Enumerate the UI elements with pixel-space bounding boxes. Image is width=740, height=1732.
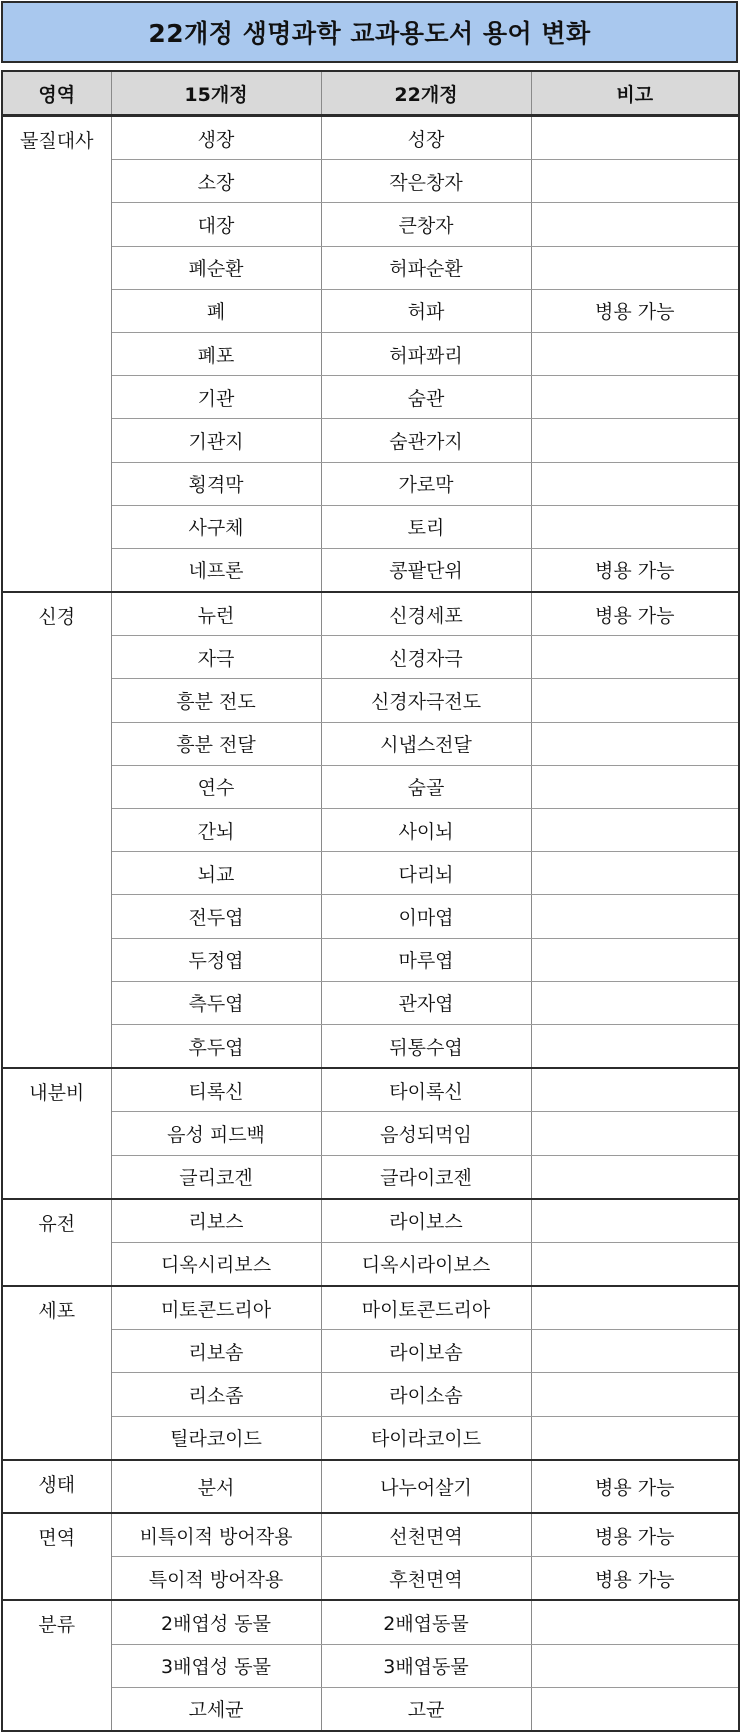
header-note: 비고 [531,71,739,116]
old-term-cell: 폐순환 [111,246,321,289]
new-term-cell: 다리뇌 [321,852,531,895]
old-term-cell: 소장 [111,160,321,203]
table-row [2,636,739,679]
note-cell [531,462,739,505]
table-row [2,679,739,722]
note-cell [531,722,739,765]
table-row [2,116,739,160]
note-cell: 병용 가능 [531,1513,739,1557]
new-term-cell: 선천면역 [321,1513,531,1557]
new-term-cell: 마루엽 [321,938,531,981]
note-cell [531,376,739,419]
terms-body [2,116,739,1731]
table-row [2,1068,739,1112]
old-term-cell: 측두엽 [111,981,321,1024]
note-cell [531,852,739,895]
note-cell [531,1155,739,1199]
table-row [2,1330,739,1373]
area-cell: 신경 [2,592,111,1068]
note-cell [531,1199,739,1243]
new-term-cell: 관자엽 [321,981,531,1024]
table-row [2,1112,739,1155]
old-term-cell: 글리코겐 [111,1155,321,1199]
old-term-cell: 흥분 전달 [111,722,321,765]
table-row [2,160,739,203]
table-row [2,1600,739,1644]
old-term-cell: 자극 [111,636,321,679]
note-cell [531,1330,739,1373]
new-term-cell: 가로막 [321,462,531,505]
header-row [2,71,739,116]
area-cell: 면역 [2,1513,111,1600]
old-term-cell: 고세균 [111,1687,321,1731]
note-cell: 병용 가능 [531,289,739,332]
new-term-cell: 작은창자 [321,160,531,203]
old-term-cell: 폐 [111,289,321,332]
old-term-cell: 간뇌 [111,809,321,852]
old-term-cell: 생장 [111,116,321,160]
header-new-term: 22개정 [321,71,531,116]
note-cell [531,203,739,246]
table-row [2,462,739,505]
new-term-cell: 2배엽동물 [321,1600,531,1644]
new-term-cell: 성장 [321,116,531,160]
new-term-cell: 디옥시라이보스 [321,1242,531,1286]
note-cell [531,1644,739,1687]
table-row [2,981,739,1024]
new-term-cell: 타이라코이드 [321,1416,531,1460]
note-cell [531,1242,739,1286]
note-cell [531,246,739,289]
terms-table [1,70,740,1732]
table-row [2,1557,739,1601]
new-term-cell: 신경자극 [321,636,531,679]
new-term-cell: 3배엽동물 [321,1644,531,1687]
new-term-cell: 신경세포 [321,592,531,636]
table-row [2,1644,739,1687]
new-term-cell: 사이뇌 [321,809,531,852]
new-term-cell: 라이보솜 [321,1330,531,1373]
note-cell: 병용 가능 [531,592,739,636]
old-term-cell: 뇌교 [111,852,321,895]
note-cell [531,938,739,981]
old-term-cell: 후두엽 [111,1024,321,1068]
note-cell: 병용 가능 [531,1557,739,1601]
old-term-cell: 네프론 [111,548,321,592]
new-term-cell: 큰창자 [321,203,531,246]
old-term-cell: 티록신 [111,1068,321,1112]
note-cell [531,895,739,938]
old-term-cell: 전두엽 [111,895,321,938]
old-term-cell: 비특이적 방어작용 [111,1513,321,1557]
new-term-cell: 이마엽 [321,895,531,938]
new-term-cell: 숨관가지 [321,419,531,462]
note-cell [531,679,739,722]
table-row [2,809,739,852]
header-old-term: 15개정 [111,71,321,116]
note-cell [531,1600,739,1644]
note-cell [531,419,739,462]
note-cell [531,505,739,548]
old-term-cell: 3배엽성 동물 [111,1644,321,1687]
note-cell [531,1286,739,1330]
new-term-cell: 후천면역 [321,1557,531,1601]
old-term-cell: 흥분 전도 [111,679,321,722]
header-area: 영역 [2,71,111,116]
note-cell [531,1024,739,1068]
table-row [2,1460,739,1513]
table-row [2,548,739,592]
new-term-cell: 라이보스 [321,1199,531,1243]
table-row [2,505,739,548]
new-term-cell: 숨관 [321,376,531,419]
note-cell [531,1068,739,1112]
note-cell [531,1687,739,1731]
new-term-cell: 허파꽈리 [321,332,531,375]
table-row [2,852,739,895]
old-term-cell: 음성 피드백 [111,1112,321,1155]
old-term-cell: 디옥시리보스 [111,1242,321,1286]
old-term-cell: 기관지 [111,419,321,462]
old-term-cell: 뉴런 [111,592,321,636]
table-row [2,332,739,375]
note-cell [531,809,739,852]
table-row [2,1286,739,1330]
table-row [2,938,739,981]
old-term-cell: 기관 [111,376,321,419]
new-term-cell: 콩팥단위 [321,548,531,592]
old-term-cell: 틸라코이드 [111,1416,321,1460]
area-cell: 내분비 [2,1068,111,1199]
table-row [2,1199,739,1243]
note-cell [531,116,739,160]
note-cell [531,160,739,203]
new-term-cell: 숨골 [321,765,531,808]
table-row [2,722,739,765]
table-row [2,203,739,246]
page-title: 22개정 생명과학 교과용도서 용어 변화 [1,1,738,63]
table-row [2,1024,739,1068]
new-term-cell: 라이소솜 [321,1373,531,1416]
new-term-cell: 글라이코젠 [321,1155,531,1199]
table-row [2,895,739,938]
table-row [2,1373,739,1416]
note-cell [531,636,739,679]
old-term-cell: 리소좀 [111,1373,321,1416]
new-term-cell: 타이록신 [321,1068,531,1112]
old-term-cell: 폐포 [111,332,321,375]
area-cell: 유전 [2,1199,111,1286]
note-cell [531,981,739,1024]
new-term-cell: 뒤통수엽 [321,1024,531,1068]
new-term-cell: 허파 [321,289,531,332]
table-row [2,1416,739,1460]
note-cell [531,1112,739,1155]
new-term-cell: 허파순환 [321,246,531,289]
table-row [2,1687,739,1731]
area-cell: 물질대사 [2,116,111,593]
old-term-cell: 사구체 [111,505,321,548]
new-term-cell: 시냅스전달 [321,722,531,765]
table-row [2,592,739,636]
old-term-cell: 리보솜 [111,1330,321,1373]
old-term-cell: 연수 [111,765,321,808]
table-row [2,289,739,332]
table-row [2,765,739,808]
new-term-cell: 고균 [321,1687,531,1731]
old-term-cell: 대장 [111,203,321,246]
table-row [2,1155,739,1199]
old-term-cell: 두정엽 [111,938,321,981]
new-term-cell: 음성되먹임 [321,1112,531,1155]
note-cell [531,765,739,808]
table-row [2,246,739,289]
area-cell: 분류 [2,1600,111,1731]
note-cell [531,1373,739,1416]
area-cell: 생태 [2,1460,111,1513]
note-cell: 병용 가능 [531,548,739,592]
old-term-cell: 2배엽성 동물 [111,1600,321,1644]
new-term-cell: 토리 [321,505,531,548]
new-term-cell: 나누어살기 [321,1460,531,1513]
note-cell [531,1416,739,1460]
table-row [2,1513,739,1557]
note-cell [531,332,739,375]
table-row [2,376,739,419]
table-row [2,419,739,462]
note-cell: 병용 가능 [531,1460,739,1513]
new-term-cell: 신경자극전도 [321,679,531,722]
table-row [2,1242,739,1286]
old-term-cell: 횡격막 [111,462,321,505]
area-cell: 세포 [2,1286,111,1460]
old-term-cell: 특이적 방어작용 [111,1557,321,1601]
old-term-cell: 리보스 [111,1199,321,1243]
old-term-cell: 미토콘드리아 [111,1286,321,1330]
old-term-cell: 분서 [111,1460,321,1513]
new-term-cell: 마이토콘드리아 [321,1286,531,1330]
